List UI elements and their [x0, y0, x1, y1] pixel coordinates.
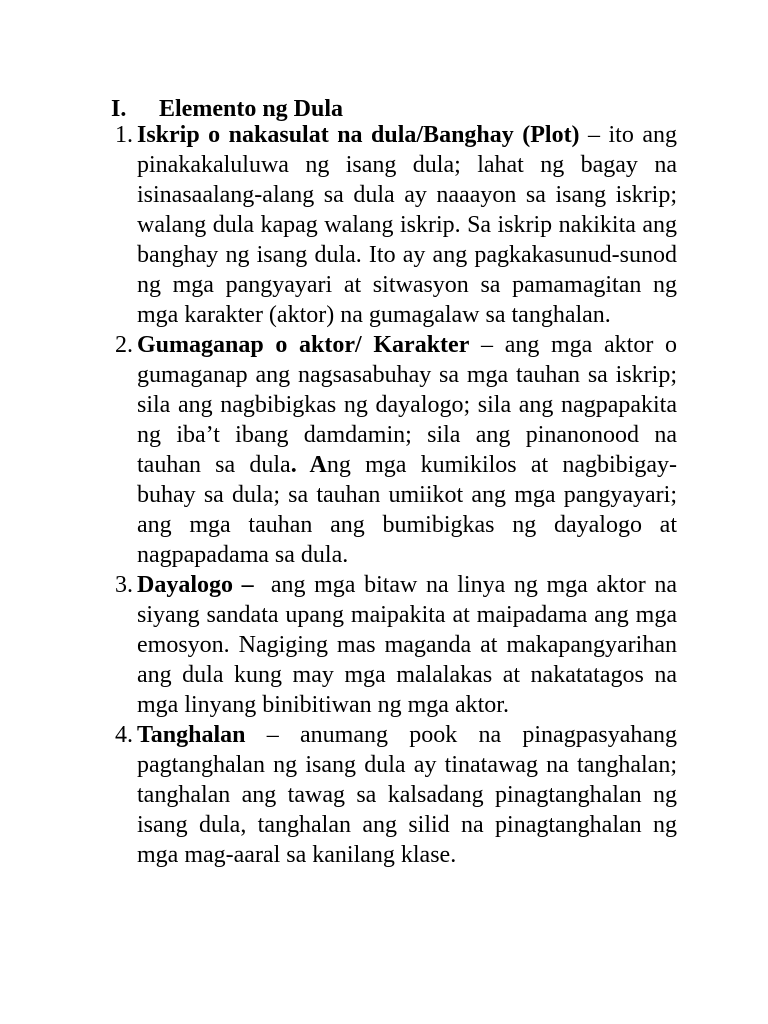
list-item: [115, 570, 684, 720]
item-term: Dayalogo –: [137, 572, 254, 598]
elements-list: [115, 120, 684, 870]
item-text: – ito ang pinakakaluluwa ng isang dula; lahat ng bagay na isinasaalang-alang sa dula ay naaayon sa isang iskrip; walang dula kapag walang iskrip. Sa iskrip nakikita ang banghay ng isang dula. Ito ay ang pagkakasunud-sunod ng mga pangyayari at sitwasyon sa pamamagitan ng mga karakter (aktor) na gumagalaw sa tanghalan.: [137, 122, 677, 328]
list-item: [115, 120, 677, 330]
item-text-continued: ng mga kumikilos at nagbibigay-buhay sa dula; sa tauhan umiikot ang mga pangyayari; ang mga tauhan ang bumibigkas ng dayalogo at nagpapadama sa dula.: [137, 452, 677, 568]
item-text: ang mga bitaw na linya ng mga aktor na siyang sandata upang maipakita at maipadama ang mga emosyon. Nagiging mas maganda at makapangyarihan ang dula kung may mga malalakas at nakatatagos na mga linyang binibitiwan ng mga aktor.: [137, 572, 684, 718]
item-term: Tanghalan: [137, 722, 246, 748]
item-bold-fragment: . A: [290, 452, 327, 478]
list-marker: 2.: [115, 332, 133, 358]
section-title: Elemento ng Dula: [159, 96, 344, 122]
list-item: [115, 330, 677, 570]
item-text: – anumang pook na pinagpasyahang pagtanghalan ng isang dula ay tinatawag na tanghalan; tanghalan ang tawag sa kalsadang pinagtanghalan ng isang dula, tanghalan ang silid na pinagtanghalan ng mga mag-aaral sa kanilang klase.: [137, 722, 677, 868]
list-marker: 4.: [115, 722, 133, 748]
list-item: [115, 720, 677, 870]
item-term: Iskrip o nakasulat na dula/Banghay (Plot): [137, 122, 580, 148]
item-term: Gumaganap o aktor/ Karakter: [137, 332, 470, 358]
section-numeral: I.: [111, 96, 127, 122]
item-text: – ang mga aktor o gumaganap ang nagsasabuhay sa mga tauhan sa iskrip; sila ang nagbibigkas ng dayalogo; sila ang nagpapakita ng iba’t ibang damdamin; sila ang pinanonood na tauhan sa dula: [137, 332, 677, 478]
list-marker: 1.: [115, 122, 133, 148]
list-marker: 3.: [115, 572, 133, 598]
